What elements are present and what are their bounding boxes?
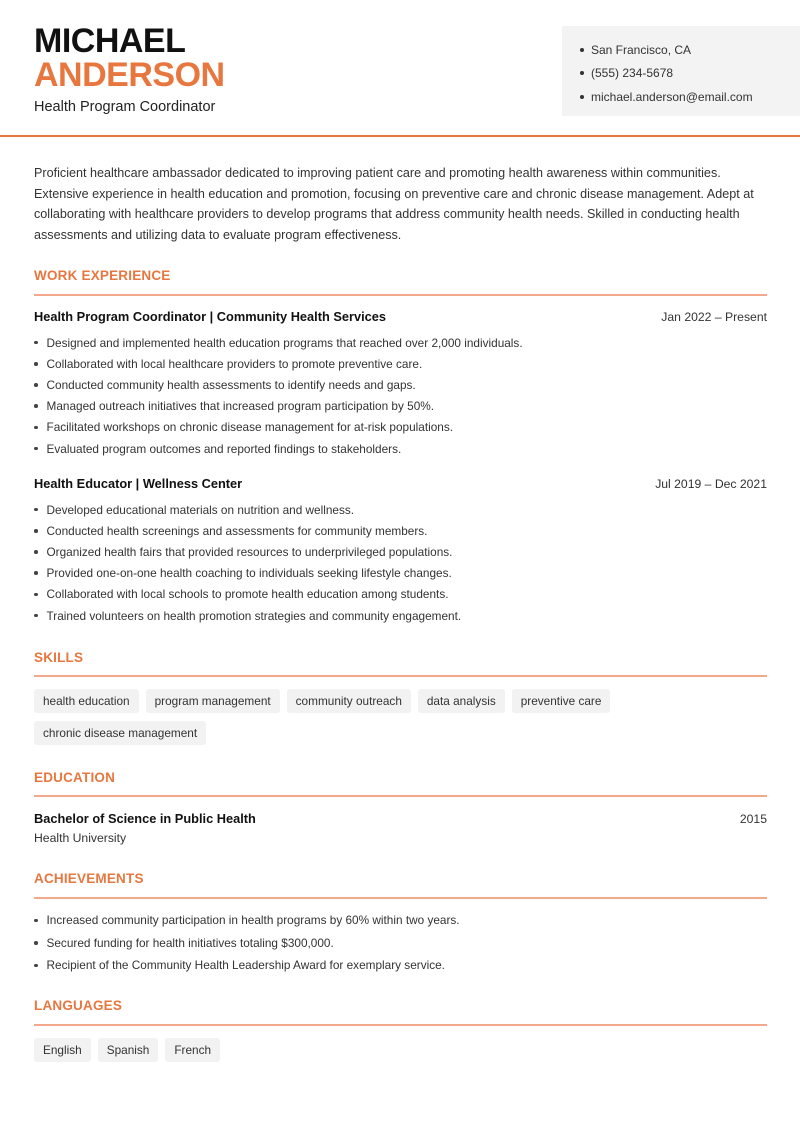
bullet-icon <box>34 341 38 345</box>
resume-header <box>0 0 800 137</box>
list-item-text: Designed and implemented health education programs that reached over 2,000 individuals. <box>46 335 523 350</box>
list-item-text: Collaborated with local schools to promote health education among students. <box>46 587 449 602</box>
skills-tags <box>34 689 767 745</box>
languages-tags <box>34 1038 767 1062</box>
section-divider <box>34 675 767 677</box>
bullet-icon <box>580 48 584 52</box>
list-item-text: Recipient of the Community Health Leadership Award for exemplary service. <box>46 958 445 973</box>
job-dates: Jan 2022 – Present <box>661 310 767 324</box>
first-name: MICHAEL <box>34 22 186 60</box>
list-item-text: Organized health fairs that provided resources to underprivileged populations. <box>46 544 453 559</box>
list-item <box>34 541 767 562</box>
education-year: 2015 <box>739 812 767 826</box>
bullet-icon <box>34 964 38 968</box>
job-header <box>34 476 767 491</box>
section-title-education: EDUCATION <box>34 770 116 785</box>
contact-phone <box>580 62 800 86</box>
bullet-icon <box>34 614 38 618</box>
bullet-icon <box>34 426 38 430</box>
bullet-icon <box>34 550 38 554</box>
section-title-achievements: ACHIEVEMENTS <box>34 871 144 886</box>
list-item <box>34 332 767 353</box>
list-item <box>34 954 767 977</box>
last-name: ANDERSON <box>34 56 225 94</box>
list-item <box>34 438 767 459</box>
job-header <box>34 309 767 324</box>
section-divider <box>34 897 767 899</box>
list-item-text: Secured funding for health initiatives totaling $300,000. <box>46 935 334 950</box>
bullet-icon <box>34 529 38 533</box>
section-divider <box>34 294 767 296</box>
job-bullets <box>34 499 767 626</box>
education-header <box>34 811 767 826</box>
list-item-text: Increased community participation in health programs by 60% within two years. <box>46 913 460 928</box>
language-tag: Spanish <box>98 1038 159 1062</box>
bullet-icon <box>580 95 584 99</box>
list-item <box>34 396 767 417</box>
list-item-text: Facilitated workshops on chronic disease management for at-risk populations. <box>46 420 454 435</box>
list-item-text: Provided one-on-one health coaching to individuals seeking lifestyle changes. <box>46 566 452 581</box>
bullet-icon <box>34 593 38 597</box>
section-title-languages: LANGUAGES <box>34 998 123 1013</box>
professional-summary: Proficient healthcare ambassador dedicated to improving patient care and promoting health awareness within communities. Extensive experience in health education and promotion, focusing on preventive care and chronic disease management. Adept at collaborating with healthcare providers to develop programs that address community health needs. Skilled in conducting health assessments and utilizing data to evaluate program effectiveness. <box>34 166 754 243</box>
bullet-icon <box>34 404 38 408</box>
list-item <box>34 499 767 520</box>
section-divider <box>34 1024 767 1026</box>
list-item-text: Conducted health screenings and assessments for community members. <box>46 523 428 538</box>
bullet-icon <box>34 447 38 451</box>
job-dates: Jul 2019 – Dec 2021 <box>655 477 767 491</box>
list-item <box>34 417 767 438</box>
contact-location <box>580 38 800 62</box>
contact-box <box>562 26 800 116</box>
contact-email[interactable] <box>580 85 800 109</box>
skill-tag: data analysis <box>418 689 505 713</box>
bullet-icon <box>34 941 38 945</box>
list-item-text: Evaluated program outcomes and reported findings to stakeholders. <box>46 441 402 456</box>
achievements-list <box>34 909 767 977</box>
bullet-icon <box>34 571 38 575</box>
list-item-text: Collaborated with local healthcare providers to promote preventive care. <box>46 356 423 371</box>
contact-phone-text: (555) 234-5678 <box>591 66 674 81</box>
section-title-work-experience: WORK EXPERIENCE <box>34 268 171 283</box>
skill-tag: chronic disease management <box>34 721 206 745</box>
job-role: Health Educator | Wellness Center <box>34 476 243 491</box>
bullet-icon <box>34 919 38 923</box>
bullet-icon <box>34 383 38 387</box>
section-title-skills: SKILLS <box>34 650 84 665</box>
list-item <box>34 563 767 584</box>
contact-location-text: San Francisco, CA <box>591 42 692 57</box>
list-item-text: Conducted community health assessments to identify needs and gaps. <box>46 377 416 392</box>
list-item-text: Trained volunteers on health promotion strategies and community engagement. <box>46 608 462 623</box>
job-title: Health Program Coordinator <box>34 99 216 115</box>
skill-tag: preventive care <box>512 689 611 713</box>
list-item <box>34 374 767 395</box>
bullet-icon <box>34 508 38 512</box>
bullet-icon <box>580 71 584 75</box>
language-tag: English <box>34 1038 91 1062</box>
skill-tag: program management <box>146 689 280 713</box>
list-item <box>34 909 767 932</box>
list-item-text: Managed outreach initiatives that increased program participation by 50%. <box>46 399 435 414</box>
list-item-text: Developed educational materials on nutrition and wellness. <box>46 502 355 517</box>
job-bullets <box>34 332 767 459</box>
skill-tag: community outreach <box>287 689 411 713</box>
education-school: Health University <box>34 831 127 845</box>
list-item <box>34 353 767 374</box>
list-item <box>34 584 767 605</box>
bullet-icon <box>34 362 38 366</box>
education-degree: Bachelor of Science in Public Health <box>34 811 256 826</box>
contact-email-text[interactable]: michael.anderson@email.com <box>591 89 753 104</box>
skill-tag: health education <box>34 689 139 713</box>
job-role: Health Program Coordinator | Community Health Services <box>34 309 387 324</box>
section-divider <box>34 795 767 797</box>
list-item <box>34 605 767 626</box>
language-tag: French <box>165 1038 220 1062</box>
list-item <box>34 932 767 955</box>
list-item <box>34 520 767 541</box>
